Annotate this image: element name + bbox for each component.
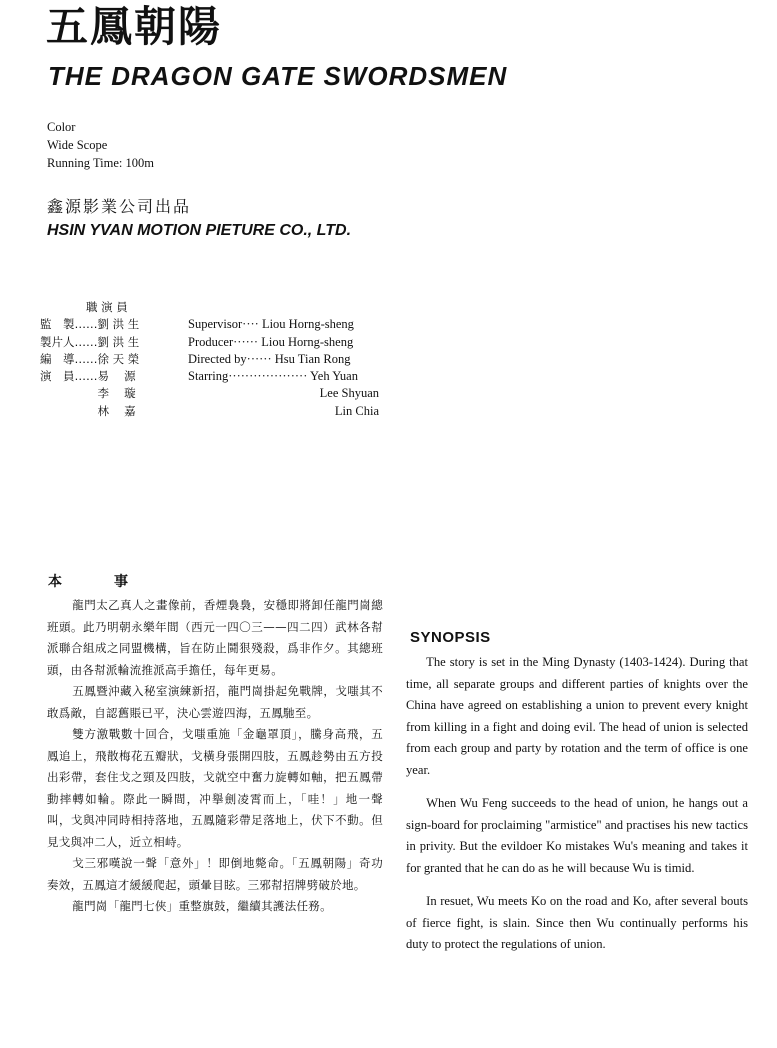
credit-english: Producer······ Liou Horng-sheng bbox=[188, 334, 354, 349]
info-color: Color bbox=[47, 120, 76, 134]
credit-row bbox=[40, 351, 385, 368]
story-paragraph: 雙方激戰數十回合，戈嗤重施「金龜罩頂」，騰身高飛，五鳳追上，飛散梅花五瓣狀，戈橫身張開四肢，五鳳趁勢由五方投出彩帶，套住戈之頸及四肢，戈就空中奮力旋轉如軸，把五鳳帶動摔轉如輪。際此一瞬間，冲擧劍凌霄而上，「哇！」地一聲叫，戈與冲同時相持落地，五鳳隨彩帶足落地上，伏下不動。但見戈與冲二人，近立相峙。 bbox=[47, 727, 383, 849]
title-english: THE DRAGON GATE SWORDSMEN bbox=[48, 61, 508, 91]
credit-english: Supervisor···· Liou Horng-sheng bbox=[188, 317, 354, 332]
synopsis-heading: SYNOPSIS bbox=[410, 629, 491, 646]
credits-heading: 職 演 員 bbox=[86, 300, 128, 314]
synopsis-body bbox=[406, 652, 748, 968]
story-paragraph: 戈三邪嘆說一聲「意外」！即倒地斃命。「五鳳朝陽」奇功奏效，五鳳這才緩緩爬起，頭暈目眩。三邪幇招牌劈破於地。 bbox=[47, 856, 383, 892]
credit-row bbox=[40, 385, 385, 402]
credits-heading-row bbox=[40, 299, 385, 316]
story-heading: 本事 bbox=[48, 574, 180, 590]
credit-english: Lin Chia bbox=[334, 403, 379, 418]
info-format: Wide Scope bbox=[47, 138, 108, 152]
credit-chinese: 監 製……劉 洪 生 bbox=[40, 317, 140, 332]
credit-chinese: 製片人……劉 洪 生 bbox=[40, 334, 140, 349]
credit-chinese: 演 員……易 源 bbox=[40, 369, 136, 384]
credits-block bbox=[40, 299, 385, 420]
credit-english: Lee Shyuan bbox=[319, 386, 379, 401]
synopsis-paragraph: In resuet, Wu meets Ko on the road and Ko, after several bouts of fierce fight, is slain. Since then Wu continually performs his duty to protect the regulations of union. bbox=[406, 894, 748, 951]
title-chinese: 五鳳朝陽 bbox=[46, 2, 223, 51]
film-info bbox=[47, 118, 154, 172]
story-paragraph: 龍門崗「龍門七俠」重整旗鼓，繼續其護法任務。 bbox=[72, 899, 332, 913]
company-chinese: 鑫源影業公司出品 bbox=[47, 197, 192, 216]
credit-row bbox=[40, 316, 385, 333]
company-english: HSIN YVAN MOTION PIETURE CO., LTD. bbox=[47, 222, 352, 239]
credit-english: Directed by······ Hsu Tian Rong bbox=[188, 351, 351, 366]
credit-chinese: 林 嘉 bbox=[40, 403, 136, 418]
credit-english: Starring··················· Yeh Yuan bbox=[188, 369, 358, 384]
credit-row bbox=[40, 403, 385, 420]
credit-chinese: 編 導……徐 天 榮 bbox=[40, 351, 140, 366]
credit-row bbox=[40, 334, 385, 351]
credit-chinese: 李 璇 bbox=[40, 386, 136, 401]
info-running-time: Running Time: 100m bbox=[47, 156, 154, 170]
credit-row bbox=[40, 368, 385, 385]
story-paragraph: 五鳳暨沖藏入秘室演練新招，龍門崗掛起免戰牌，戈嗤其不敢爲敵，自認舊賬已平，決心雲遊四海，五鳳馳至。 bbox=[47, 684, 383, 720]
story-body bbox=[47, 595, 383, 918]
synopsis-paragraph: When Wu Feng succeeds to the head of union, he hangs out a sign-board for proclaiming "armistice" and practises his new tactics in privity. But the evildoer Ko mistakes Wu's meaning and takes it for granted that he can do as he will because Wu is timid. bbox=[406, 796, 748, 875]
story-paragraph: 龍門太乙真人之畫像前，香煙裊裊，安穩即將卸任龍門崗總班頭。此乃明朝永樂年間（西元一四〇三——四二四）武林各幇派聯合組成之同盟機構，旨在防止鬪狠殘殺，爲非作夕。其總班頭，由各幇派輪流推派高手擔任，每年更易。 bbox=[47, 598, 383, 677]
synopsis-paragraph: The story is set in the Ming Dynasty (1403-1424). During that time, all separate groups and different parties of knights over the China have agreed on establishing a union to prevent every knight from killing in a fight and doing evil. The head of union is selected from each group and party by rotation and the term of office is one year. bbox=[406, 655, 748, 777]
